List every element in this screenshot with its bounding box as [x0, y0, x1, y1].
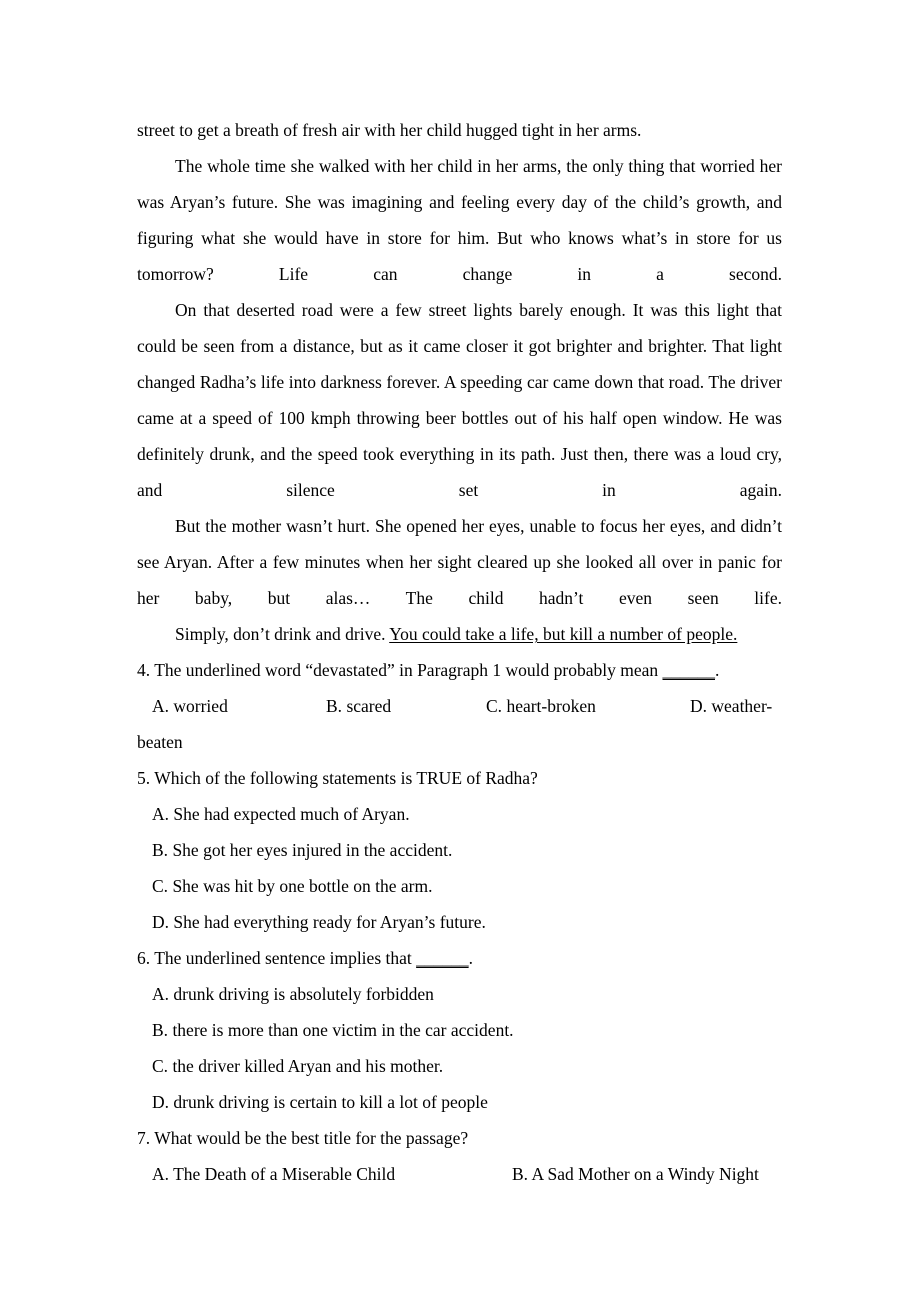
question-4-stem-tail: .	[715, 660, 720, 680]
passage-paragraph-whole-time: The whole time she walked with her child in her arms, the only thing that worried her was Aryan’s future. She was imagining and feeling every day of the child’s growth, and figuring what she would have in store for him. But who knows what’s in store for us tomorrow? Life can change in a second.	[137, 156, 782, 284]
question-4-option-a-text: worried	[173, 696, 228, 716]
question-6-option-d-text: drunk driving is certain to kill a lot of people	[173, 1092, 488, 1112]
underlined-sentence: You could take a life, but kill a number of people.	[389, 624, 738, 644]
question-5-option-d-label: D.	[152, 912, 170, 932]
question-7-option-a[interactable]	[152, 1156, 395, 1192]
question-5-option-c[interactable]	[137, 868, 782, 904]
question-6-option-d-label: D.	[152, 1092, 170, 1112]
question-4-option-d[interactable]	[690, 688, 772, 724]
question-6-option-c-label: C.	[152, 1056, 169, 1076]
question-6-option-a[interactable]	[137, 976, 782, 1012]
question-4-number: 4.	[137, 660, 151, 680]
question-6-option-b-label: B.	[152, 1020, 169, 1040]
question-5	[137, 760, 782, 940]
question-4-option-c-label: C.	[486, 696, 503, 716]
passage-paragraph-continued: street to get a breath of fresh air with her child hugged tight in her arms.	[137, 120, 642, 140]
question-5-stem-text: Which of the following statements is TRUE of Radha?	[154, 768, 538, 788]
question-5-option-d[interactable]	[137, 904, 782, 940]
question-4-option-b[interactable]	[326, 688, 391, 724]
question-6-option-a-label: A.	[152, 984, 170, 1004]
question-4-option-c[interactable]	[486, 688, 596, 724]
passage-paragraph-mother-not-hurt: But the mother wasn’t hurt. She opened her eyes, unable to focus her eyes, and didn’t see Aryan. After a few minutes when her sight cleared up she looked all over in panic for her baby, but alas… The child hadn’t even seen life.	[137, 516, 782, 608]
question-6-stem-text: The underlined sentence implies that	[154, 948, 417, 968]
question-7	[137, 1120, 782, 1192]
question-6	[137, 940, 782, 1120]
question-7-option-a-text: The Death of a Miserable Child	[173, 1164, 396, 1184]
question-6-option-c[interactable]	[137, 1048, 782, 1084]
question-5-option-a[interactable]	[137, 796, 782, 832]
question-4-stem-text: The underlined word “devastated” in Paragraph 1 would probably mean	[154, 660, 663, 680]
question-4-option-d-text: weather-	[711, 696, 773, 716]
question-5-option-b[interactable]	[137, 832, 782, 868]
question-7-option-a-label: A.	[152, 1164, 170, 1184]
passage-simply-lead: Simply, don’t drink and drive.	[175, 624, 390, 644]
question-7-option-b-text: A Sad Mother on a Windy Night	[531, 1164, 759, 1184]
question-7-option-b[interactable]	[512, 1156, 759, 1192]
question-4-option-b-label: B.	[326, 696, 343, 716]
question-4-option-b-text: scared	[346, 696, 392, 716]
question-6-option-d[interactable]	[137, 1084, 782, 1120]
question-4-option-d-wrapped: beaten	[137, 732, 183, 752]
question-6-stem-tail: .	[468, 948, 473, 968]
question-4-option-c-text: heart-broken	[506, 696, 596, 716]
question-6-option-b[interactable]	[137, 1012, 782, 1048]
question-5-option-c-text: She was hit by one bottle on the arm.	[172, 876, 433, 896]
question-5-option-c-label: C.	[152, 876, 169, 896]
question-6-number: 6.	[137, 948, 151, 968]
question-4-stem	[137, 652, 782, 688]
passage-paragraph-deserted-road: On that deserted road were a few street lights barely enough. It was this light that could be seen from a distance, but as it came closer it got brighter and brighter. That light changed Radha’s life into darkness forever. A speeding car came down that road. The driver came at a speed of 100 kmph throwing beer bottles out of his half open window. He was definitely drunk, and the speed took everything in its path. Just then, there was a loud cry, and silence set in again.	[137, 300, 782, 500]
question-4-option-a-label: A.	[152, 696, 170, 716]
question-4-options-row	[137, 688, 782, 724]
question-6-blank[interactable]: ______	[416, 948, 469, 968]
question-5-option-a-text: She had expected much of Aryan.	[173, 804, 410, 824]
question-7-options-row	[137, 1156, 782, 1192]
question-5-stem	[137, 760, 782, 796]
question-4	[137, 652, 782, 760]
question-5-number: 5.	[137, 768, 151, 788]
document-content-column	[137, 112, 782, 1192]
question-7-stem	[137, 1120, 782, 1156]
question-5-option-a-label: A.	[152, 804, 170, 824]
question-4-option-a[interactable]	[152, 688, 228, 724]
question-5-option-b-label: B.	[152, 840, 169, 860]
question-4-option-d-label: D.	[690, 696, 708, 716]
question-6-option-a-text: drunk driving is absolutely forbidden	[173, 984, 434, 1004]
question-5-option-d-text: She had everything ready for Aryan’s future.	[173, 912, 486, 932]
question-6-option-b-text: there is more than one victim in the car accident.	[172, 1020, 514, 1040]
question-7-option-b-label: B.	[512, 1164, 529, 1184]
question-4-blank[interactable]: ______	[662, 660, 715, 680]
question-6-stem	[137, 940, 782, 976]
passage-paragraph-simply	[137, 616, 782, 652]
question-5-option-b-text: She got her eyes injured in the accident.	[172, 840, 453, 860]
question-7-number: 7.	[137, 1128, 151, 1148]
question-7-stem-text: What would be the best title for the passage?	[154, 1128, 469, 1148]
question-6-option-c-text: the driver killed Aryan and his mother.	[172, 1056, 444, 1076]
